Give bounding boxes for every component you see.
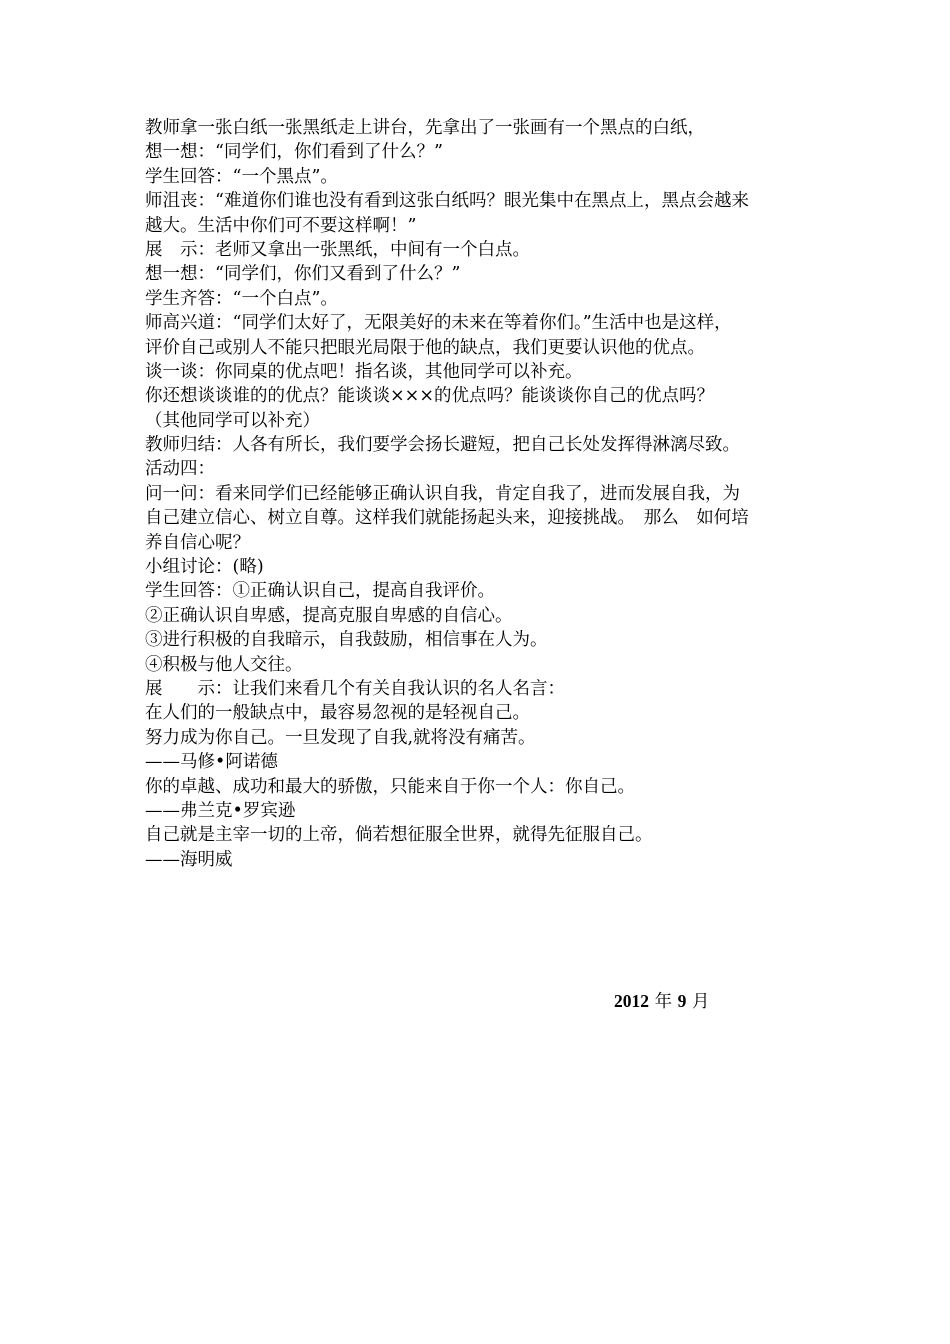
text-line: 展 示：老师又拿出一张黑纸，中间有一个白点。 [145,239,530,260]
text-line: ②正确认识自卑感，提高克服自卑感的自信心。 [145,605,513,626]
text-line: 学生回答：“一个黑点”。 [145,166,338,187]
text-line: 师高兴道：“同学们太好了，无限美好的未来在等着你们。”生活中也是这样， [145,313,732,334]
text-line: （其他同学可以补充） [145,410,320,431]
text-line: ④积极与他人交往。 [145,654,303,675]
document-body [145,116,815,872]
quote-line: 努力成为你自己。一旦发现了自我,就将没有痛苦。 [145,727,536,748]
text-line: 教师拿一张白纸一张黑纸走上讲台，先拿出了一张画有一个黑点的白纸， [145,118,705,138]
text-line: 师沮丧：“难道你们谁也没有看到这张白纸吗？眼光集中在黑点上，黑点会越来 [145,191,749,212]
quote-author: ——弗兰克•罗宾逊 [145,800,296,821]
quote-author: ——海明威 [145,849,233,870]
date-year: 2012 [614,991,649,1011]
text-line: 越大。生活中你们可不要这样啊！” [145,215,417,236]
section-heading: 活动四： [145,459,215,480]
quote-line: 你的卓越、成功和最大的骄傲，只能来自于你一个人：你自己。 [145,776,635,797]
text-line: 学生齐答：“一个白点”。 [145,288,338,309]
text-line: ③进行积极的自我暗示，自我鼓励，相信事在人为。 [145,630,548,651]
quote-author: ——马修•阿诺德 [145,752,278,773]
text-line: 评价自己或别人不能只把眼光局限于他的缺点，我们更要认识他的优点。 [145,337,705,358]
date-year-unit: 年 [654,992,673,1012]
text-line: 谈一谈：你同桌的优点吧！指名谈，其他同学可以补充。 [145,361,583,382]
date-month-unit: 月 [691,992,710,1012]
text-line: 想一想：“同学们，你们看到了什么？” [145,142,443,163]
text-line: 想一想：“同学们，你们又看到了什么？” [145,264,461,285]
quote-line: 自己就是主宰一切的上帝，倘若想征服全世界，就得先征服自己。 [145,825,653,846]
text-line: 养自信心呢？ [145,532,250,553]
quote-line: 在人们的一般缺点中，最容易忽视的是轻视自己。 [145,703,530,724]
text-line: 学生回答：①正确认识自己，提高自我评价。 [145,581,495,602]
text-line: 你还想谈谈谁的的优点？能谈谈×××的优点吗？能谈谈你自己的优点吗？ [145,386,714,407]
date-month: 9 [677,991,687,1011]
text-line: 展 示：让我们来看几个有关自我认识的名人名言： [145,678,565,699]
text-line: 问一问：看来同学们已经能够正确认识自我，肯定自我了，进而发展自我，为 [145,483,740,504]
text-line: 自己建立信心、树立自尊。这样我们就能扬起头来，迎接挑战。 那么 如何培 [145,508,749,529]
text-line: 教师归结：人各有所长，我们要学会扬长避短，把自己长处发挥得淋漓尽致。 [145,435,740,456]
text-line: 小组讨论：(略) [145,557,264,578]
document-date [614,989,709,1014]
